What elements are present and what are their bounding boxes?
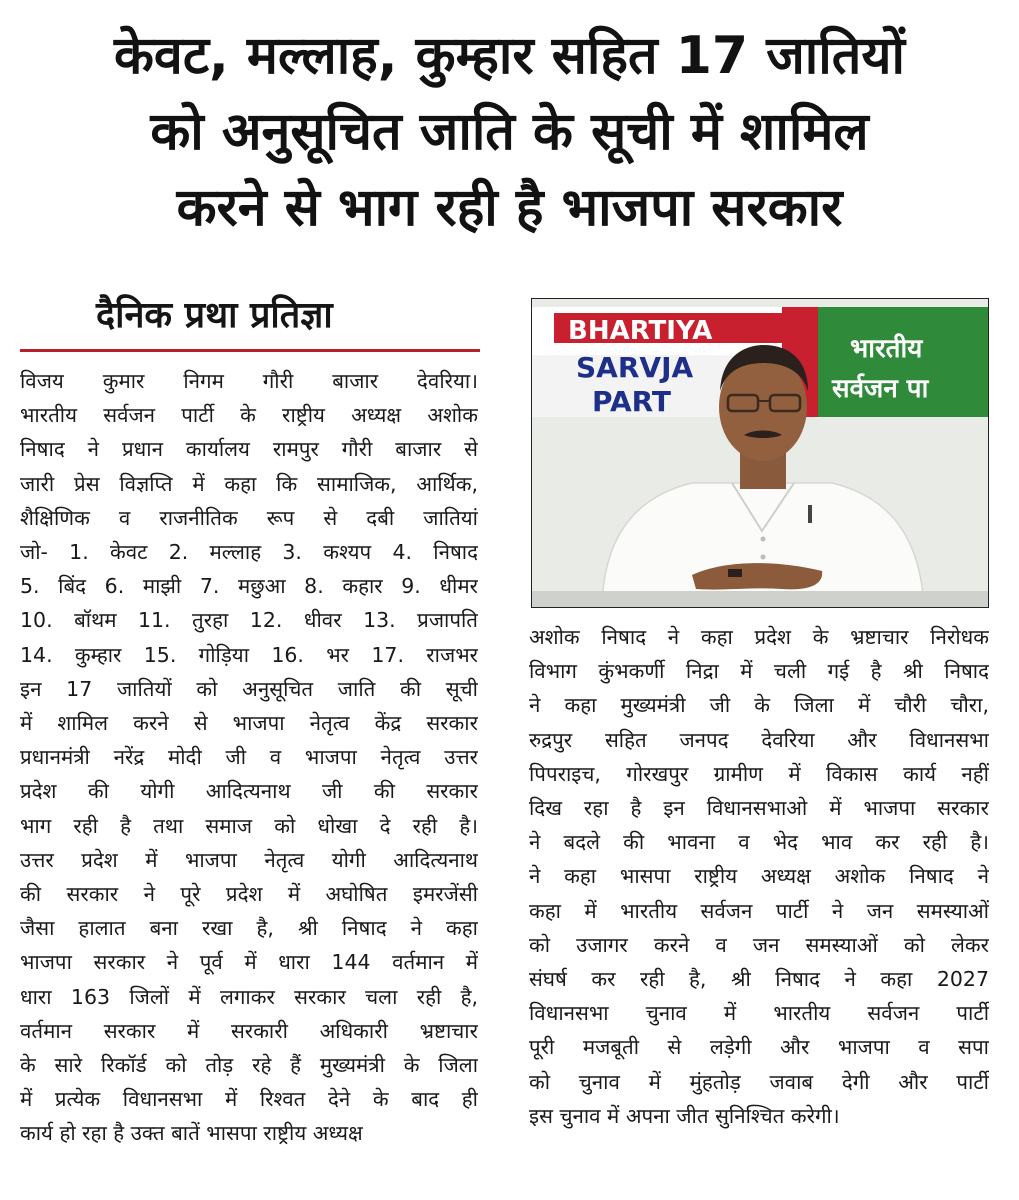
article-line: 5. बिंद 6. माझी 7. मछुआ 8. कहार 9. धीमर [20, 574, 478, 599]
article-line: विजय कुमार निगम गौरी बाजार देवरिया। [20, 369, 478, 393]
article-line: पिपराइच, गोरखपुर ग्रामीण में विकास कार्य नहीं [529, 761, 989, 786]
article-line: को चुनाव में मुंहतोड़ जवाब देगी और पार्टी [529, 1069, 989, 1094]
headline-line-3: करने से भाग रही है भाजपा सरकार [176, 178, 843, 238]
article-line: कहा में भारतीय सर्वजन पार्टी ने जन समस्याओं [529, 898, 989, 923]
newspaper-masthead: दैनिक प्रथा प्रतिज्ञा [96, 295, 333, 336]
article-line: प्रधानमंत्री नरेंद्र मोदी जी व भाजपा नेतृत्व उत्तर [20, 745, 478, 770]
article-line: की सरकार ने पूरे प्रदेश में अघोषित इमरजेंसी [20, 882, 478, 907]
article-left-column [20, 364, 478, 1151]
article-line: दिख रहा है इन विधानसभाओ में भाजपा सरकार [529, 796, 989, 821]
article-right-column [529, 620, 989, 1133]
article-line: रुद्रपुर सहित जनपद देवरिया और विधानसभा [529, 727, 989, 752]
banner-text-3: PART [592, 385, 672, 418]
article-line: निषाद ने प्रधान कार्यालय रामपुर गौरी बाजार से [20, 437, 478, 462]
banner-text-2: SARVJA [576, 351, 694, 384]
article-line: जैसा हालात बना रखा है, श्री निषाद ने कहा [20, 916, 478, 941]
headline [10, 18, 1009, 246]
article-line: जो- 1. केवट 2. मल्लाह 3. कश्यप 4. निषाद [20, 540, 478, 565]
banner-hindi-1: भारतीय [850, 334, 923, 364]
article-line: में प्रत्येक विधानसभा में रिश्वत देने के बाद ही [20, 1087, 478, 1112]
article-line: प्रदेश की योगी आदित्यनाथ जी की सरकार [20, 779, 478, 804]
banner-text-1: BHARTIYA [568, 316, 713, 346]
article-line: भारतीय सर्वजन पार्टी के राष्ट्रीय अध्यक्ष अशोक [20, 403, 478, 428]
article-line: को उजागर करने व जन समस्याओं को लेकर [529, 932, 989, 957]
article-line: धारा 163 जिलों में लगाकर सरकार चला रही है, [20, 984, 478, 1009]
article-line: ने बदले की भावना व भेद भाव कर रही है। [529, 830, 989, 855]
article-line: विधानसभा चुनाव में भारतीय सर्वजन पार्टी [529, 1001, 989, 1026]
article-line: शैक्षिणिक व राजनीतिक रूप से दबी जातियां [20, 505, 478, 530]
banner-hindi-2: सर्वजन पा [832, 374, 929, 404]
article-line: उत्तर प्रदेश में भाजपा नेतृत्व योगी आदित्यनाथ [20, 847, 478, 872]
article-line: के सारे रिकॉर्ड को तोड़ रहे हैं मुख्यमंत्री के जिला [20, 1053, 478, 1078]
article-line: संघर्ष कर रही है, श्री निषाद ने कहा 2027 [529, 967, 989, 992]
article-line: ने कहा भासपा राष्ट्रीय अध्यक्ष अशोक निषाद ने [529, 864, 989, 889]
article-line: भाग रही है तथा समाज को धोखा दे रही है। [20, 813, 478, 838]
article-photo [531, 298, 989, 608]
article-line: पूरी मजबूती से लड़ेगी और भाजपा व सपा [529, 1035, 989, 1060]
article-line: ने कहा मुख्यमंत्री जी के जिला में चौरी चौरा, [529, 693, 989, 718]
photo-illustration [532, 299, 988, 607]
headline-line-1: केवट, मल्लाह, कुम्हार सहित 17 जातियों [114, 26, 905, 86]
headline-line-2: को अनुसूचित जाति के सूची में शामिल [150, 102, 869, 162]
article-line: में शामिल करने से भाजपा नेतृत्व केंद्र सरकार [20, 711, 478, 736]
article-line: भाजपा सरकार ने पूर्व में धारा 144 वर्तमान में [20, 950, 478, 975]
article-line: 10. बॉथम 11. तुरहा 12. धीवर 13. प्रजापति [20, 608, 478, 633]
article-line: जारी प्रेस विज्ञप्ति में कहा कि सामाजिक, आर्थिक, [20, 471, 478, 496]
article-line: कार्य हो रहा है उक्त बातें भासपा राष्ट्रीय अध्यक्ष [20, 1121, 363, 1146]
article-line: वर्तमान सरकार में सरकारी अधिकारी भ्रष्टाचार [20, 1018, 478, 1043]
article-line: इस चुनाव में अपना जीत सुनिश्चित करेगी। [529, 1103, 840, 1128]
article-line: अशोक निषाद ने कहा प्रदेश के भ्रष्टाचार निरोधक [529, 625, 989, 649]
article-line: इन 17 जातियों को अनुसूचित जाति की सूची [20, 676, 478, 701]
masthead-underline [20, 349, 480, 352]
article-line: विभाग कुंभकर्णी निद्रा में चली गई है श्री निषाद [529, 659, 989, 684]
article-line: 14. कुम्हार 15. गोड़िया 16. भर 17. राजभर [20, 642, 478, 667]
